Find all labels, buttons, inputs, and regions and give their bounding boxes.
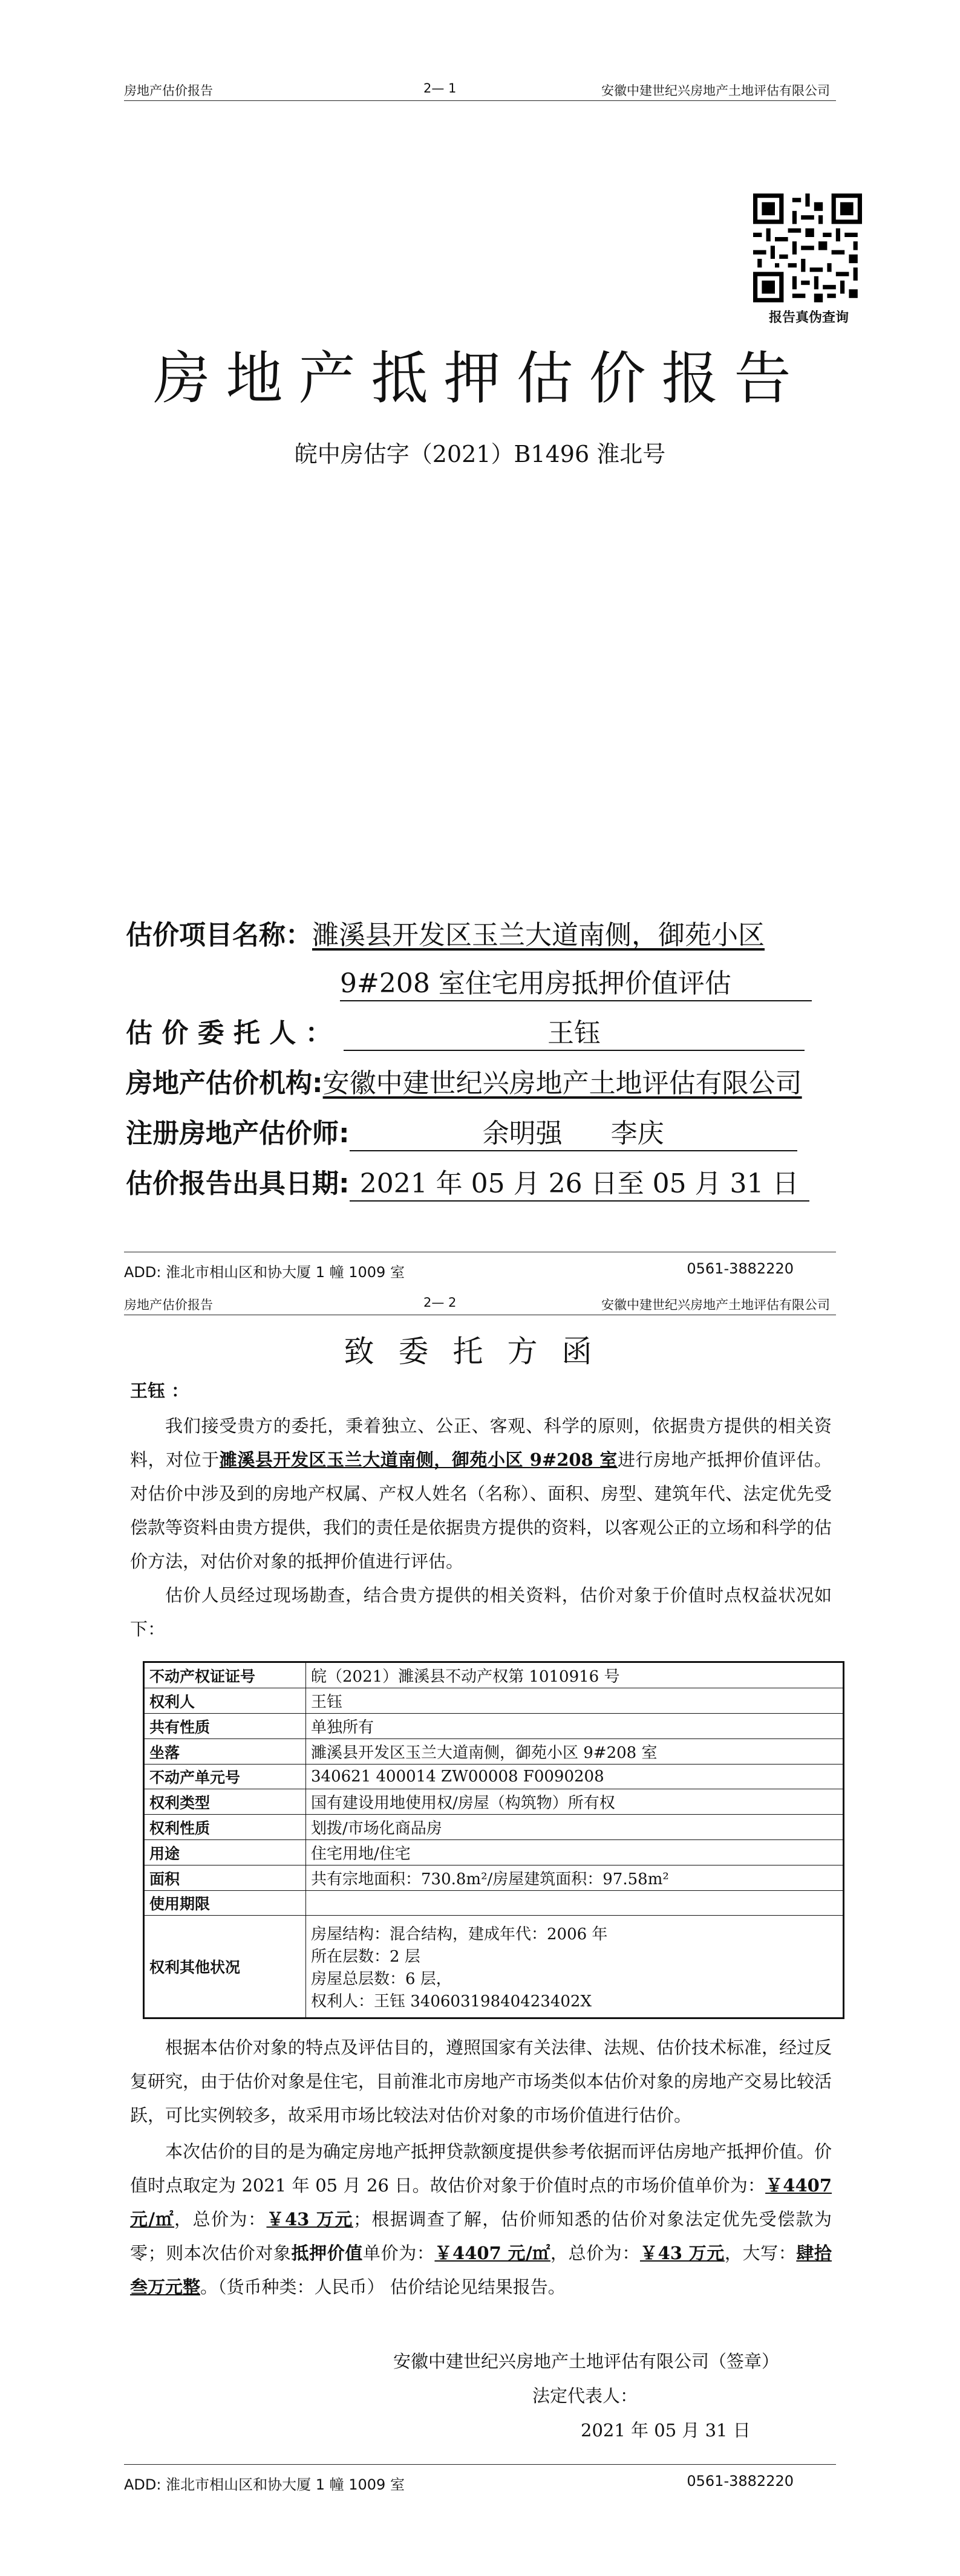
letter-title: 致委托方函 — [344, 1334, 616, 1369]
table-key: 用途 — [144, 1840, 306, 1865]
table-key: 权利性质 — [144, 1815, 306, 1840]
footer-rule — [124, 2464, 836, 2465]
table-value: 国有建设用地使用权/房屋（构筑物）所有权 — [306, 1789, 844, 1815]
letter-paragraph-4: 本次估价的目的是为确定房地产抵押贷款额度提供参考依据而评估房地产抵押价值。价值时点取定为 2021 年 05 月 26 日。故估价对象于价值时点的市场价值单价为：￥4407 元/㎡，总价为：￥43 万元；根据调查了解，估价师知悉的估价对象法定优先受偿款为零；则本次估价对象抵押价值单价为：￥4407 元/㎡，总价为：￥43 万元，大写：肆拾叁万元整。（货币种类：人民币） 估价结论见结果报告。 — [130, 2141, 832, 2297]
table-value: 划拨/市场化商品房 — [306, 1815, 844, 1840]
footer-phone: 0561-3882220 — [687, 2473, 794, 2490]
project-name-label: 估价项目名称： — [126, 920, 312, 951]
table-value: 共有宗地面积：730.8m²/房屋建筑面积：97.58m² — [306, 1865, 844, 1891]
footer-address: ADD: 淮北市相山区和协大厦 1 幢 1009 室 — [124, 1264, 405, 1281]
property-rights-table — [143, 1661, 844, 2019]
qr-caption: 报告真伪查询 — [768, 310, 849, 325]
table-row — [144, 1688, 844, 1714]
page-number: 2— 2 — [423, 1295, 457, 1310]
report-title: 房地产抵押估价报告 — [153, 346, 807, 412]
mortgage-unit-price: ￥4407 元/㎡ — [434, 2243, 550, 2263]
property-address: 濉溪县开发区玉兰大道南侧，御苑小区 9#208 室 — [219, 1449, 618, 1470]
table-row — [144, 1916, 844, 2018]
footer-address: ADD: 淮北市相山区和协大厦 1 幢 1009 室 — [124, 2476, 405, 2493]
table-value: 王钰 — [306, 1688, 844, 1714]
table-value: 住宅用地/住宅 — [306, 1840, 844, 1865]
table-key: 坐落 — [144, 1739, 306, 1764]
market-unit-price: ￥4407 元/㎡ — [130, 2175, 832, 2230]
other-status-line: 所在层数：2 层 — [311, 1948, 420, 1966]
project-name-row2 — [340, 961, 812, 1001]
header-right: 安徽中建世纪兴房地产土地评估有限公司 — [601, 1298, 830, 1312]
project-name-line1: 濉溪县开发区玉兰大道南侧，御苑小区 — [312, 920, 765, 951]
table-row — [144, 1815, 844, 1840]
table-key: 面积 — [144, 1865, 306, 1891]
letter-paragraph-3: 根据本估价对象的特点及评估目的，遵照国家有关法律、法规、估价技术标准，经过反复研究，由于估价对象是住宅，目前淮北市房地产市场类似本估价对象的房地产交易比较活跃，可比实例较多，故采用市场比较法对估价对象的市场价值进行估价。 — [130, 2037, 832, 2126]
header-right: 安徽中建世纪兴房地产土地评估有限公司 — [601, 83, 830, 98]
project-name-row — [126, 913, 765, 952]
appraiser-2: 李庆 — [610, 1118, 664, 1149]
table-row — [144, 1764, 844, 1789]
header-rule — [124, 100, 836, 101]
date-row — [126, 1162, 809, 1202]
header-left: 房地产估价报告 — [124, 1298, 213, 1312]
table-value: 340621 400014 ZW00008 F0090208 — [306, 1764, 844, 1789]
mortgage-value-label: 抵押价值 — [291, 2243, 363, 2263]
date-value: 2021 年 05 月 26 日至 05 月 31 日 — [350, 1162, 809, 1202]
footer-phone: 0561-3882220 — [687, 1260, 794, 1277]
table-row — [144, 1865, 844, 1891]
table-row — [144, 1840, 844, 1865]
other-status-line: 房屋结构：混合结构，建成年代：2006 年 — [311, 1925, 608, 1943]
letter-salutation: 王钰 ： — [130, 1381, 189, 1401]
legal-representative: 法定代表人： — [532, 2386, 638, 2406]
page1-header — [0, 73, 960, 109]
table-value: 皖（2021）濉溪县不动产权第 1010916 号 — [306, 1662, 844, 1688]
agency-row — [126, 1061, 802, 1100]
letter-paragraph-1: 我们接受贵方的委托，秉着独立、公正、客观、科学的原则，依据贵方提供的相关资料，对位于濉溪县开发区玉兰大道南侧，御苑小区 9#208 室进行房地产抵押价值评估。对估价中涉及到的房地产权属、产权人姓名（名称）、面积、房型、建筑年代、法定优先受偿款等资料由贵方提供，我们的责任是依据贵方提供的资料，以客观公正的立场和科学的估价方法，对估价对象的抵押价值进行评估。 — [130, 1416, 832, 1572]
table-key: 共有性质 — [144, 1714, 306, 1739]
client-label: 估 价 委 托 人 ： — [126, 1018, 332, 1049]
appraiser-row — [126, 1111, 797, 1151]
mortgage-total-price: ￥43 万元 — [639, 2243, 725, 2263]
table-key: 权利人 — [144, 1688, 306, 1714]
other-status-line: 权利人：王钰 34060319840423402X — [311, 1992, 592, 2011]
agency-label: 房地产估价机构: — [126, 1068, 323, 1099]
amount-in-words: 肆拾叁万元整 — [130, 2243, 832, 2297]
table-row — [144, 1789, 844, 1815]
market-total-price: ￥43 万元 — [266, 2209, 353, 2230]
appraiser-1: 余明强 — [482, 1118, 563, 1149]
project-name-line2: 9#208 室住宅用房抵押价值评估 — [340, 961, 812, 1001]
table-value: 濉溪县开发区玉兰大道南侧，御苑小区 9#208 室 — [306, 1739, 844, 1764]
document-number: 皖中房估字（2021）B1496 淮北号 — [294, 441, 666, 467]
table-value — [306, 1891, 844, 1916]
page2-header — [0, 1287, 960, 1323]
table-key: 权利其他状况 — [144, 1916, 306, 2018]
signature-date: 2021 年 05 月 31 日 — [581, 2420, 751, 2441]
table-row — [144, 1662, 844, 1688]
other-status-line: 房屋总层数：6 层， — [311, 1970, 452, 1988]
header-left: 房地产估价报告 — [124, 83, 213, 98]
qr-code-icon[interactable] — [753, 194, 862, 302]
page-number: 2— 1 — [423, 81, 457, 96]
page1-footer — [0, 1252, 960, 1288]
company-seal-line: 安徽中建世纪兴房地产土地评估有限公司（签章） — [393, 2351, 780, 2372]
table-value: 单独所有 — [306, 1714, 844, 1739]
letter-paragraph-2: 估价人员经过现场勘查，结合贵方提供的相关资料，估价对象于价值时点权益状况如下： — [130, 1585, 832, 1639]
appraiser-label: 注册房地产估价师: — [126, 1118, 350, 1149]
table-value — [306, 1916, 844, 2018]
table-row — [144, 1739, 844, 1764]
agency-value: 安徽中建世纪兴房地产土地评估有限公司 — [322, 1068, 802, 1099]
page2-footer — [0, 2464, 960, 2500]
table-row — [144, 1714, 844, 1739]
table-key: 不动产单元号 — [144, 1764, 306, 1789]
client-value: 王钰 — [344, 1011, 805, 1051]
client-row — [126, 1011, 805, 1051]
table-key: 不动产权证证号 — [144, 1662, 306, 1688]
date-label: 估价报告出具日期: — [126, 1168, 350, 1199]
table-key: 使用期限 — [144, 1891, 306, 1916]
table-row — [144, 1891, 844, 1916]
table-key: 权利类型 — [144, 1789, 306, 1815]
